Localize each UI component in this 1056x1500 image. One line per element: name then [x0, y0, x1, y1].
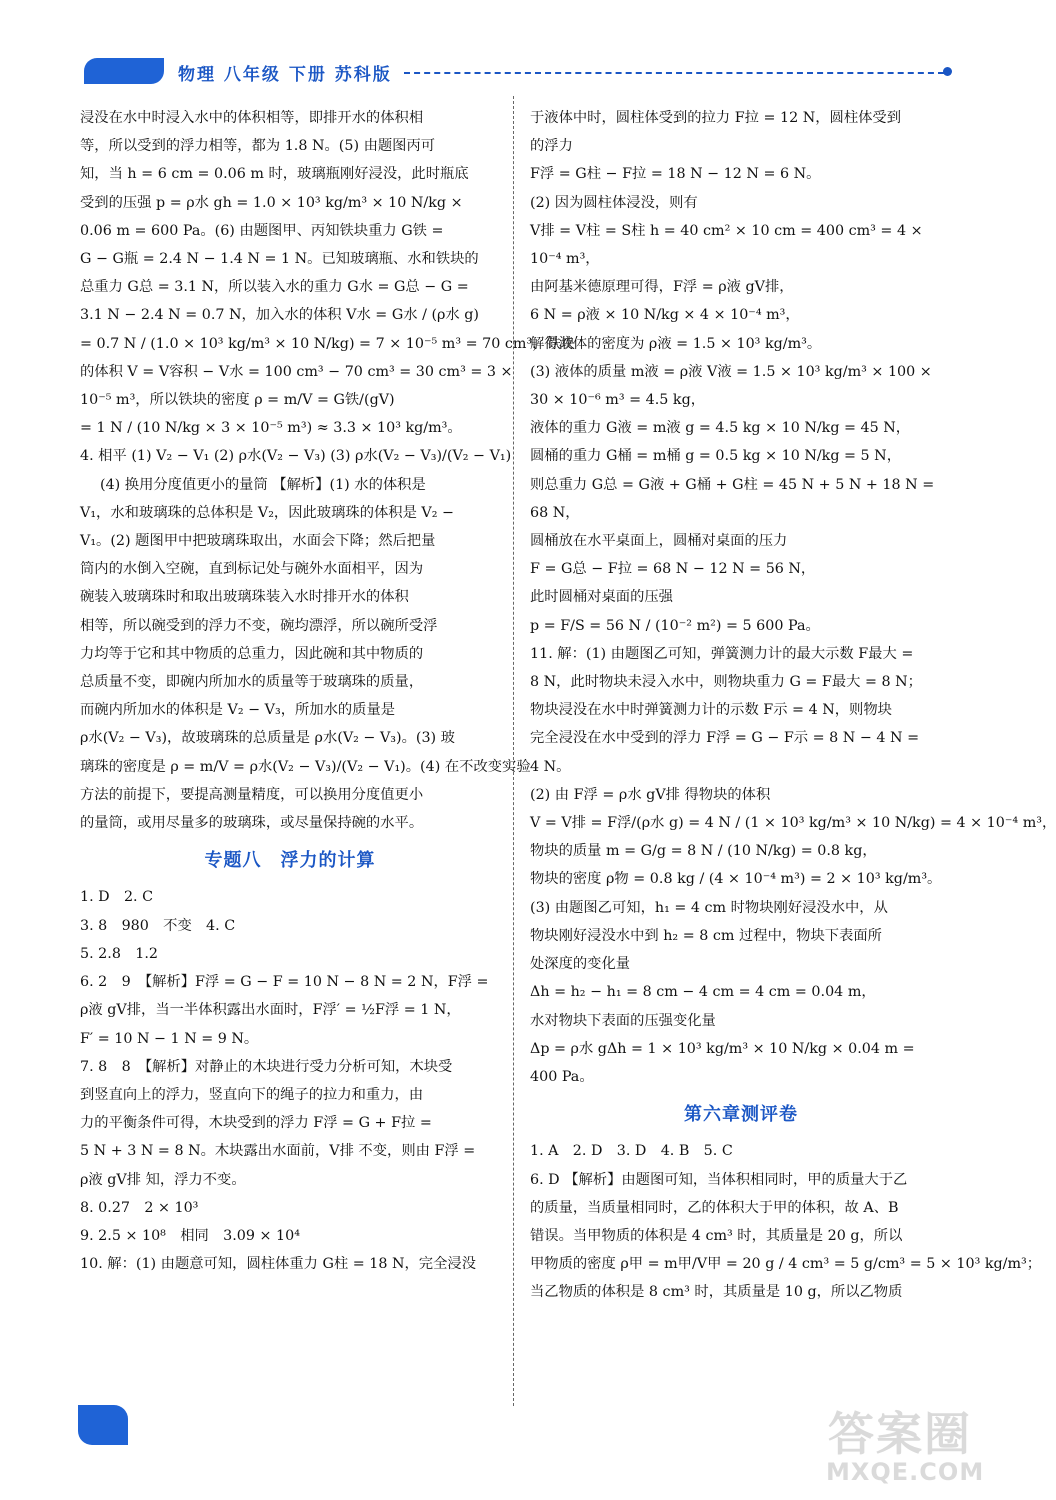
text-line: 圆桶的重力 G桶 = m桶 g = 0.5 kg × 10 N/kg = 5 N，: [530, 448, 901, 465]
header-dashed-rule: [404, 72, 944, 74]
text-line: Δh = h₂ − h₁ = 8 cm − 4 cm = 4 cm = 0.04 m，: [530, 984, 876, 1001]
text-line: 于液体中时，圆柱体受到的拉力 F拉 = 12 N，圆柱体受到: [530, 110, 902, 126]
chapter-6-heading: 第六章测评卷: [684, 1104, 798, 1126]
text-line: 受到的压强 p = ρ水 gh = 1.0 × 10³ kg/m³ × 10 N/kg ×: [80, 194, 463, 211]
chapter-6-answers: [530, 1137, 1042, 1306]
text-line: V = V排 = F浮/(ρ水 g) = 4 N / (1 × 10³ kg/m³ × 10 N/kg) = 4 × 10⁻⁴ m³，: [530, 815, 1056, 832]
text-line: 甲物质的密度 ρ甲 = m甲/V甲 = 20 g / 4 cm³ = 5 g/cm³ = 5 × 10³ kg/m³；: [530, 1256, 1042, 1273]
column-divider: [513, 96, 514, 1406]
text-line: 物块浸没在水中时弹簧测力计的示数 F示 = 4 N，则物块: [530, 702, 892, 719]
page-corner-tab: [78, 1405, 128, 1445]
text-line: (2) 由 F浮 = ρ水 gV排 得物块的体积: [530, 786, 771, 803]
text-line: 物块刚好浸没水中到 h₂ = 8 cm 过程中，物块下表面所: [530, 927, 882, 944]
text-line: 而碗内所加水的体积是 V₂ − V₃，所加水的质量是: [80, 702, 396, 719]
text-line: 此时圆桶对桌面的压强: [530, 589, 673, 606]
text-line: 的质量，当质量相同时，乙的体积大于甲的体积，故 A、B: [530, 1199, 899, 1216]
text-line: V排 = V柱 = S柱 h = 40 cm² × 10 cm = 400 cm³ = 4 ×: [530, 222, 923, 239]
text-line: 4 N。: [530, 758, 571, 775]
text-line: 9. 2.5 × 10⁸ 相同 3.09 × 10⁴: [80, 1227, 300, 1244]
text-line: (3) 液体的质量 m液 = ρ液 V液 = 1.5 × 10³ kg/m³ × 100 ×: [530, 363, 932, 380]
text-line: 璃珠的密度是 ρ = m/V = ρ水(V₂ − V₃)/(V₂ − V₁)。(4) 在不改变实验: [80, 758, 531, 775]
right-column: [530, 104, 1056, 1307]
text-line: 6. 2 9 【解析】F浮 = G − F = 10 N − 8 N = 2 N，F浮 =: [80, 974, 489, 991]
text-line: 0.06 m = 600 Pa。(6) 由题图甲、丙知铁块重力 G铁 =: [80, 222, 444, 239]
text-line: = 1 N / (10 N/kg × 3 × 10⁻⁵ m³) ≈ 3.3 × 10³ kg/m³。: [80, 420, 462, 437]
text-line: V₁，水和玻璃珠的总体积是 V₂，因此玻璃珠的体积是 V₂ −: [80, 504, 455, 521]
text-line: 68 N，: [530, 504, 580, 521]
text-line: 8. 0.27 2 × 10³: [80, 1199, 199, 1216]
header-title: 物理 八年级 下册 苏科版: [178, 65, 392, 85]
text-line: V₁。(2) 题图甲中把玻璃珠取出，水面会下降；然后把量: [80, 533, 436, 550]
text-line: 400 Pa。: [530, 1068, 594, 1085]
text-line: 10⁻⁴ m³，: [530, 251, 600, 268]
section-heading-8: 专题八 浮力的计算: [204, 850, 376, 872]
text-line: 1. A 2. D 3. D 4. B 5. C: [530, 1143, 733, 1160]
text-line: (2) 因为圆柱体浸没，则有: [530, 194, 698, 211]
text-line: 8 N，此时物块未浸入水中，则物块重力 G = F最大 = 8 N；: [530, 674, 922, 691]
text-line: 3.1 N − 2.4 N = 0.7 N，加入水的体积 V水 = G水 / (ρ水 g): [80, 307, 479, 324]
text-line: 水对物块下表面的压强变化量: [530, 1012, 716, 1029]
right-answers: [530, 104, 1056, 1091]
text-line: 力均等于它和其中物质的总重力，因此碗和其中物质的: [80, 645, 424, 662]
text-line: 当乙物质的体积是 8 cm³ 时，其质量是 10 g，所以乙物质: [530, 1284, 903, 1301]
text-line: 6. D 【解析】由题图可知，当体积相同时，甲的质量大于乙: [530, 1171, 908, 1188]
text-line: 30 × 10⁻⁶ m³ = 4.5 kg，: [530, 392, 706, 409]
text-line: 圆桶放在水平桌面上，圆桶对桌面的压力: [530, 533, 788, 550]
text-line: 1. D 2. C: [80, 889, 154, 906]
text-line: G − G瓶 = 2.4 N − 1.4 N = 1 N。已知玻璃瓶、水和铁块的: [80, 251, 479, 268]
header-tab-decoration: [84, 58, 164, 84]
text-line: 11. 解：(1) 由题图乙可知，弹簧测力计的最大示数 F最大 =: [530, 645, 914, 662]
text-line: 液体的重力 G液 = m液 g = 4.5 kg × 10 N/kg = 45 N，: [530, 420, 911, 437]
text-line: (3) 由题图乙可知，h₁ = 4 cm 时物块刚好浸没水中，从: [530, 899, 888, 916]
text-line: 由阿基米德原理可得，F浮 = ρ液 gV排，: [530, 279, 794, 296]
text-line: 的量筒，或用尽量多的玻璃珠，或尽量保持碗的水平。: [80, 815, 424, 832]
header-dot: [943, 67, 952, 76]
text-line: 筒内的水倒入空碗，直到标记处与碗外水面相平，因为: [80, 561, 424, 578]
text-line: 6 N = ρ液 × 10 N/kg × 4 × 10⁻⁴ m³，: [530, 307, 800, 324]
text-line: 力的平衡条件可得，木块受到的浮力 F浮 = G + F拉 =: [80, 1115, 432, 1132]
text-line: 等，所以受到的浮力相等，都为 1.8 N。(5) 由题图丙可: [80, 138, 436, 155]
text-line: F′ = 10 N − 1 N = 9 N。: [80, 1030, 259, 1047]
text-line: 物块的质量 m = G/g = 8 N / (10 N/kg) = 0.8 kg，: [530, 843, 877, 860]
text-line: p = F/S = 56 N / (10⁻² m²) = 5 600 Pa。: [530, 617, 820, 634]
text-line: 解得液体的密度为 ρ液 = 1.5 × 10³ kg/m³。: [530, 335, 822, 352]
text-line: 总质量不变，即碗内所加水的质量等于玻璃珠的质量，: [80, 674, 424, 691]
text-line: 7. 8 8 【解析】对静止的木块进行受力分析可知，木块受: [80, 1058, 453, 1075]
text-line: 3. 8 980 不变 4. C: [80, 917, 236, 934]
text-line: F浮 = G柱 − F拉 = 18 N − 12 N = 6 N。: [530, 166, 821, 183]
text-line: 4. 相平 (1) V₂ − V₁ (2) ρ水(V₂ − V₃) (3) ρ水(V₂ − V₃)/(V₂ − V₁): [80, 448, 512, 465]
watermark-logo: 答案圈: [828, 1407, 972, 1461]
text-line: 5 N + 3 N = 8 N。木块露出水面前，V排 不变，则由 F浮 =: [80, 1143, 476, 1160]
section-8-answers: [80, 883, 500, 1278]
text-line: 相等，所以碗受到的浮力不变，碗均漂浮，所以碗所受浮: [80, 617, 438, 634]
text-line: 总重力 G总 = 3.1 N，所以装入水的重力 G水 = G总 − G =: [80, 279, 469, 296]
text-line: 10⁻⁵ m³，所以铁块的密度 ρ = m/V = G铁/(gV): [80, 392, 395, 409]
text-line: 10. 解：(1) 由题意可知，圆柱体重力 G柱 = 18 N，完全浸没: [80, 1256, 476, 1273]
text-line: 则总重力 G总 = G液 + G桶 + G柱 = 45 N + 5 N + 18 N =: [530, 476, 935, 493]
text-line: (4) 换用分度值更小的量筒 【解析】(1) 水的体积是: [100, 476, 426, 493]
text-line: 物块的密度 ρ物 = 0.8 kg / (4 × 10⁻⁴ m³) = 2 × 10³ kg/m³。: [530, 871, 942, 888]
text-line: 完全浸没在水中受到的浮力 F浮 = G − F示 = 8 N − 4 N =: [530, 730, 920, 747]
text-line: 错误。当甲物质的体积是 4 cm³ 时，其质量是 20 g，所以: [530, 1227, 903, 1244]
text-line: 处深度的变化量: [530, 956, 631, 973]
text-line: 方法的前提下，要提高测量精度，可以换用分度值更小: [80, 786, 424, 803]
text-line: ρ液 gV排，当一半体积露出水面时，F浮′ = ½F浮 = 1 N，: [80, 1002, 461, 1019]
text-line: 的浮力: [530, 138, 573, 155]
text-line: 知，当 h = 6 cm = 0.06 m 时，玻璃瓶刚好浸没，此时瓶底: [80, 166, 469, 183]
text-line: = 0.7 N / (1.0 × 10³ kg/m³ × 10 N/kg) = 7 × 10⁻⁵ m³ = 70 cm³，铁块: [80, 335, 576, 352]
text-line: 的体积 V = V容积 − V水 = 100 cm³ − 70 cm³ = 30 cm³ = 3 ×: [80, 363, 513, 380]
text-line: 5. 2.8 1.2: [80, 945, 158, 962]
text-line: Δp = ρ水 gΔh = 1 × 10³ kg/m³ × 10 N/kg × 0.04 m =: [530, 1040, 915, 1057]
text-line: 碗装入玻璃珠时和取出玻璃珠装入水时排开水的体积: [80, 589, 409, 606]
text-line: 到竖直向上的浮力，竖直向下的绳子的拉力和重力，由: [80, 1086, 424, 1103]
text-line: 浸没在水中时浸入水中的体积相等，即排开水的体积相: [80, 110, 424, 126]
text-line: ρ液 gV排 知，浮力不变。: [80, 1171, 246, 1188]
text-line: F = G总 − F拉 = 68 N − 12 N = 56 N，: [530, 561, 816, 578]
watermark-url: MXQE.COM: [826, 1458, 985, 1486]
text-line: ρ水(V₂ − V₃)，故玻璃珠的总质量是 ρ水(V₂ − V₃)。(3) 玻: [80, 730, 455, 747]
